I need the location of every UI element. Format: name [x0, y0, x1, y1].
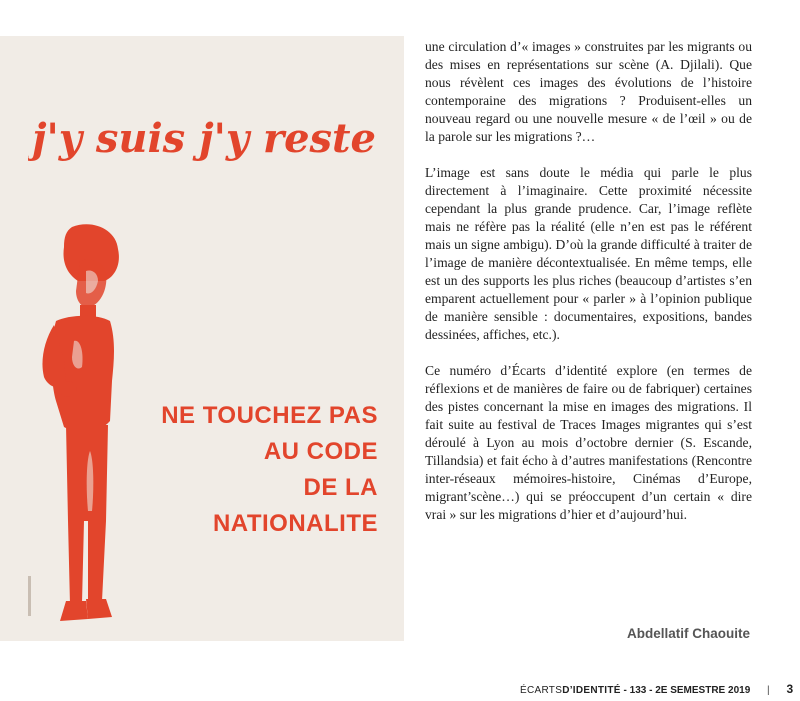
poster-headline-line-3: DE LA: [303, 474, 378, 501]
poster-headline-line-1: NE TOUCHEZ PAS: [161, 402, 378, 429]
article-paragraph-1: une circulation d’« images » construites par les migrants ou des mises en représentations sur scène (A. Djilali). Que nous révèlent ces images des évolutions de l’histoire contemporaine des migrations ? Produisent-elles un nouveau regard ou une nouvelle mesure « de l’œil » ou de la parole sur les migrations ?…: [425, 39, 752, 145]
footer-separator: |: [767, 685, 770, 696]
child-figure: [20, 221, 140, 631]
poster-headline-line-2: AU CODE: [263, 438, 378, 465]
article-author: Abdellatif Chaouite: [626, 626, 750, 641]
footer-issue: - 133 - 2E SEMESTRE 2019: [623, 685, 751, 696]
article-paragraph-3: Ce numéro d’Écarts d’identité explore (en termes de réflexions et de manières de faire ou de fabriquer) certaines des pistes concernant la mise en images des migrations. Il fait suite au festival de Traces Images migrantes qui s’est déroulé à Lyon au mois d’octobre dernier (S. Escande, Tillandsia) et fait écho à d’autres manifestations (Rencontre inter-réseaux mémoires-histoire, Cinémas d’Europe, migrant’scène…) qui se préoccupent d’un certain « dire vrai » sur les migrations d’hier et d’aujourd’hui.: [425, 362, 752, 523]
page-number: 3: [786, 682, 794, 696]
poster-slogan-text: j'y suis j'y reste: [32, 115, 376, 162]
article-paragraph-2: L’image est sans doute le média qui parle le plus directement à l’imaginaire. Cette proximité nécessite cependant la plus grande prudence. Car, l’image reflète mais ne réfère pas la réalité (elle n’en est pas le référent mais un signe ambigu). D’où la grande difficulté à traiter de l’image de manière décontextualisée. En même temps, elle est un des supports les plus riches (beaucoup d’artistes s’en emparent actuellement pour « parler » à l’opinion publique de manière sensible : documentaires, expositions, bandes dessinées, affiches, etc.).: [425, 164, 752, 343]
poster-headline-line-4: NATIONALITE: [212, 510, 378, 537]
poster-printer-mark: [28, 576, 31, 616]
poster-image: [0, 36, 404, 641]
poster-slogan: [28, 106, 388, 176]
footer-brand-bold: D’IDENTITÉ: [562, 685, 621, 696]
poster-headline: [130, 398, 378, 542]
article-text: [425, 38, 752, 541]
page-footer: [520, 682, 794, 698]
footer-brand-light: ÉCARTS: [520, 685, 563, 696]
